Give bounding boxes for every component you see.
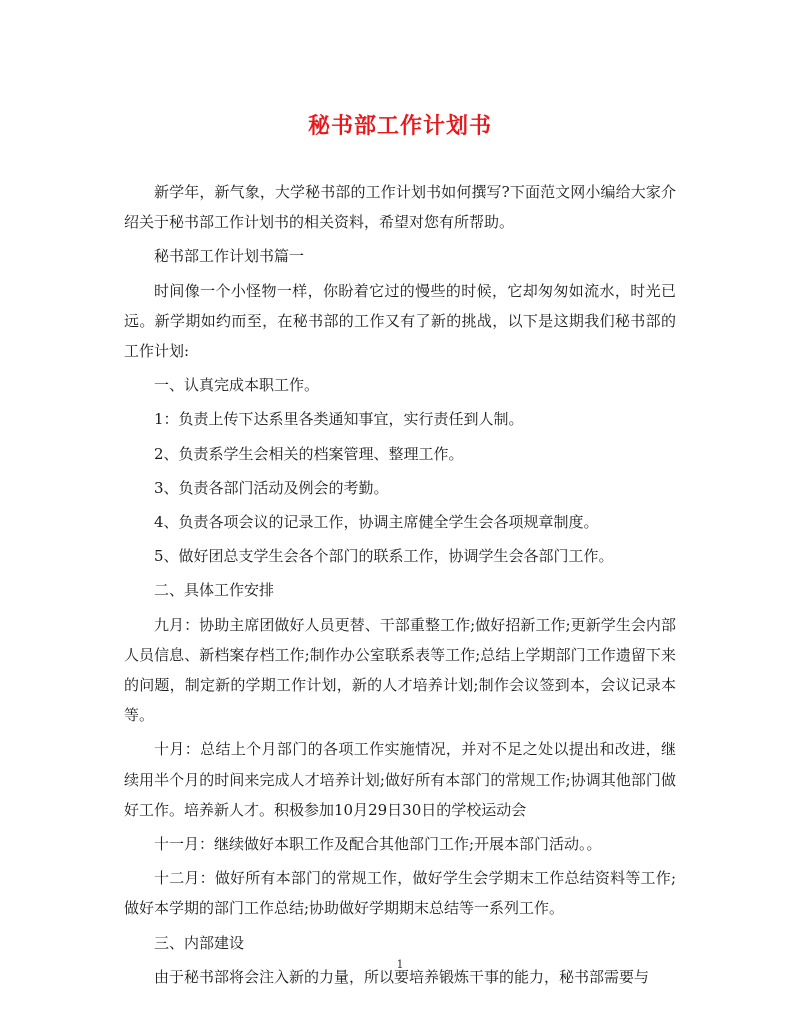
december-plan: 十二月：做好所有本部门的常规工作，做好学生会学期末工作总结资料等工作;做好本学期的部门工作总结;协助做好学期期末总结等一系列工作。: [124, 869, 676, 918]
october-plan: 十月：总结上个月部门的各项工作实施情况，并对不足之处以提出和改进，继续用半个月的时间来完成人才培养计划;做好所有本部门的常规工作;协调其他部门做好工作。培养新人才。积极参加10月29日30日的学校运动会: [124, 740, 676, 819]
section-heading-3: 三、内部建设: [154, 933, 245, 952]
document-body: [124, 177, 676, 996]
document-title: 秘书部工作计划书: [307, 113, 492, 139]
page-number: 1: [396, 958, 404, 971]
november-plan: 十一月：继续做好本职工作及配合其他部门工作;开展本部门活动。。: [154, 835, 602, 854]
intro-paragraph: 新学年，新气象，大学秘书部的工作计划书如何撰写?下面范文网小编给大家介绍关于秘书部工作计划书的相关资料，希望对您有所帮助。: [124, 183, 676, 232]
list-item: 5、做好团总支学生会各个部门的联系工作，协调学生会各部门工作。: [154, 547, 614, 566]
section-heading-1: 一、认真完成本职工作。: [154, 376, 320, 395]
section-heading-2: 二、具体工作安排: [154, 581, 275, 600]
internal-construction-paragraph: 由于秘书部将会注入新的力量，所以要培养锻炼干事的能力，秘书部需要与: [154, 967, 650, 986]
list-item: 2、负责系学生会相关的档案管理、整理工作。: [154, 444, 464, 463]
list-item: 3、负责各部门活动及例会的考勤。: [154, 478, 389, 497]
opening-paragraph: 时间像一个小怪物一样，你盼着它过的慢些的时候，它却匆匆如流水，时光已远。新学期如约而至，在秘书部的工作又有了新的挑战，以下是这期我们秘书部的工作计划:: [124, 281, 676, 361]
list-item: 1：负责上传下达系里各类通知事宜，实行责任到人制。: [154, 410, 524, 429]
september-plan: 九月：协助主席团做好人员更替、干部重整工作;做好招新工作;更新学生会内部人员信息、新档案存档工作;制作办公室联系表等工作;总结上学期部门工作遗留下来的问题，制定新的学期工作计划，新的人才培养计划;制作会议签到本，会议记录本等。: [124, 615, 676, 725]
section-subtitle: 秘书部工作计划书篇一: [154, 247, 305, 266]
list-item: 4、负责各项会议的记录工作，协调主席健全学生会各项规章制度。: [154, 513, 599, 532]
